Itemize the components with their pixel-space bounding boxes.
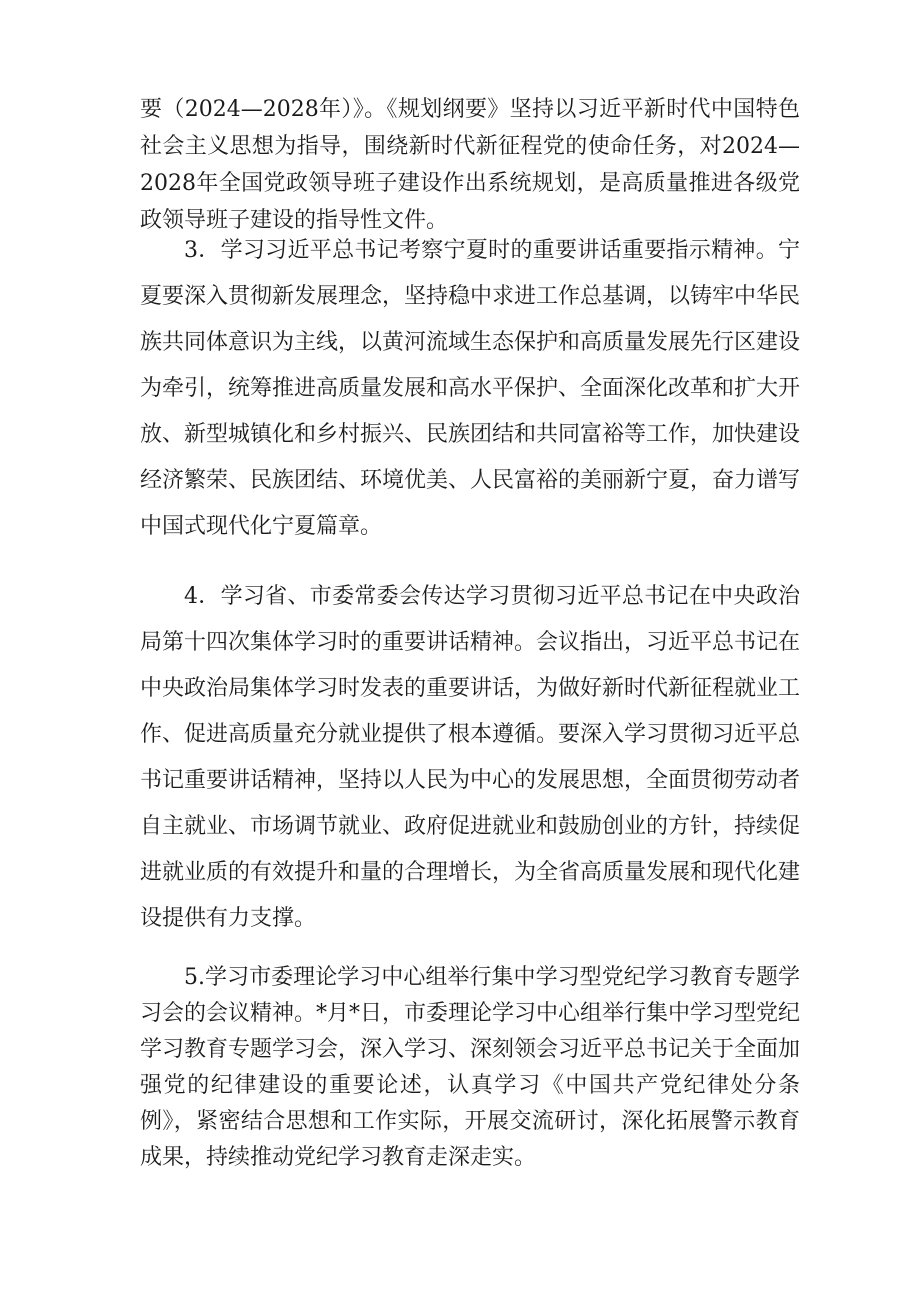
paragraph-item-5 bbox=[140, 960, 800, 1176]
paragraph-text: 3．学习习近平总书记考察宁夏时的重要讲话重要指示精神。宁夏要深入贯彻新发展理念，坚持稳中求进工作总基调，以铸牢中华民族共同体意识为主线，以黄河流域生态保护和高质量发展先行区建设为牵引，统筹推进高质量发展和高水平保护、全面深化改革和扩大开放、新型城镇化和乡村振兴、民族团结和共同富裕等工作，加快建设经济繁荣、民族团结、环境优美、人民富裕的美丽新宁夏，奋力谱写中国式现代化宁夏篇章。 bbox=[140, 238, 801, 539]
paragraph-text: 要（2024—2028年）》。《规划纲要》坚持以习近平新时代中国特色社会主义思想为指导，围绕新时代新征程党的使命任务，对2024—2028年全国党政领导班子建设作出系统规划，是高质量推进各级党政领导班子建设的指导性文件。 bbox=[140, 97, 800, 233]
paragraph-continuation bbox=[140, 91, 800, 239]
paragraph-text: 5.学习市委理论学习中心组举行集中学习型党纪学习教育专题学习会的会议精神。*月*日，市委理论学习中心组举行集中学习型党纪学习教育专题学习会，深入学习、深刻领会习近平总书记关于全面加强党的纪律建设的重要论述，认真学习《中国共产党纪律处分条例》，紧密结合思想和工作实际，开展交流研讨，深化拓展警示教育成果，持续推动党纪学习教育走深走实。 bbox=[140, 965, 801, 1170]
paragraph-text: 4．学习省、市委常委会传达学习贯彻习近平总书记在中央政治局第十四次集体学习时的重要讲话精神。会议指出，习近平总书记在中央政治局集体学习时发表的重要讲话，为做好新时代新征程就业工作、促进高质量充分就业提供了根本遵循。要深入学习贯彻习近平总书记重要讲话精神，坚持以人民为中心的发展思想，全面贯彻劳动者自主就业、市场调节就业、政府促进就业和鼓励创业的方针，持续促进就业质的有效提升和量的合理增长，为全省高质量发展和现代化建设提供有力支撑。 bbox=[140, 584, 801, 931]
paragraph-item-3 bbox=[140, 228, 800, 550]
paragraph-item-4 bbox=[140, 574, 800, 942]
